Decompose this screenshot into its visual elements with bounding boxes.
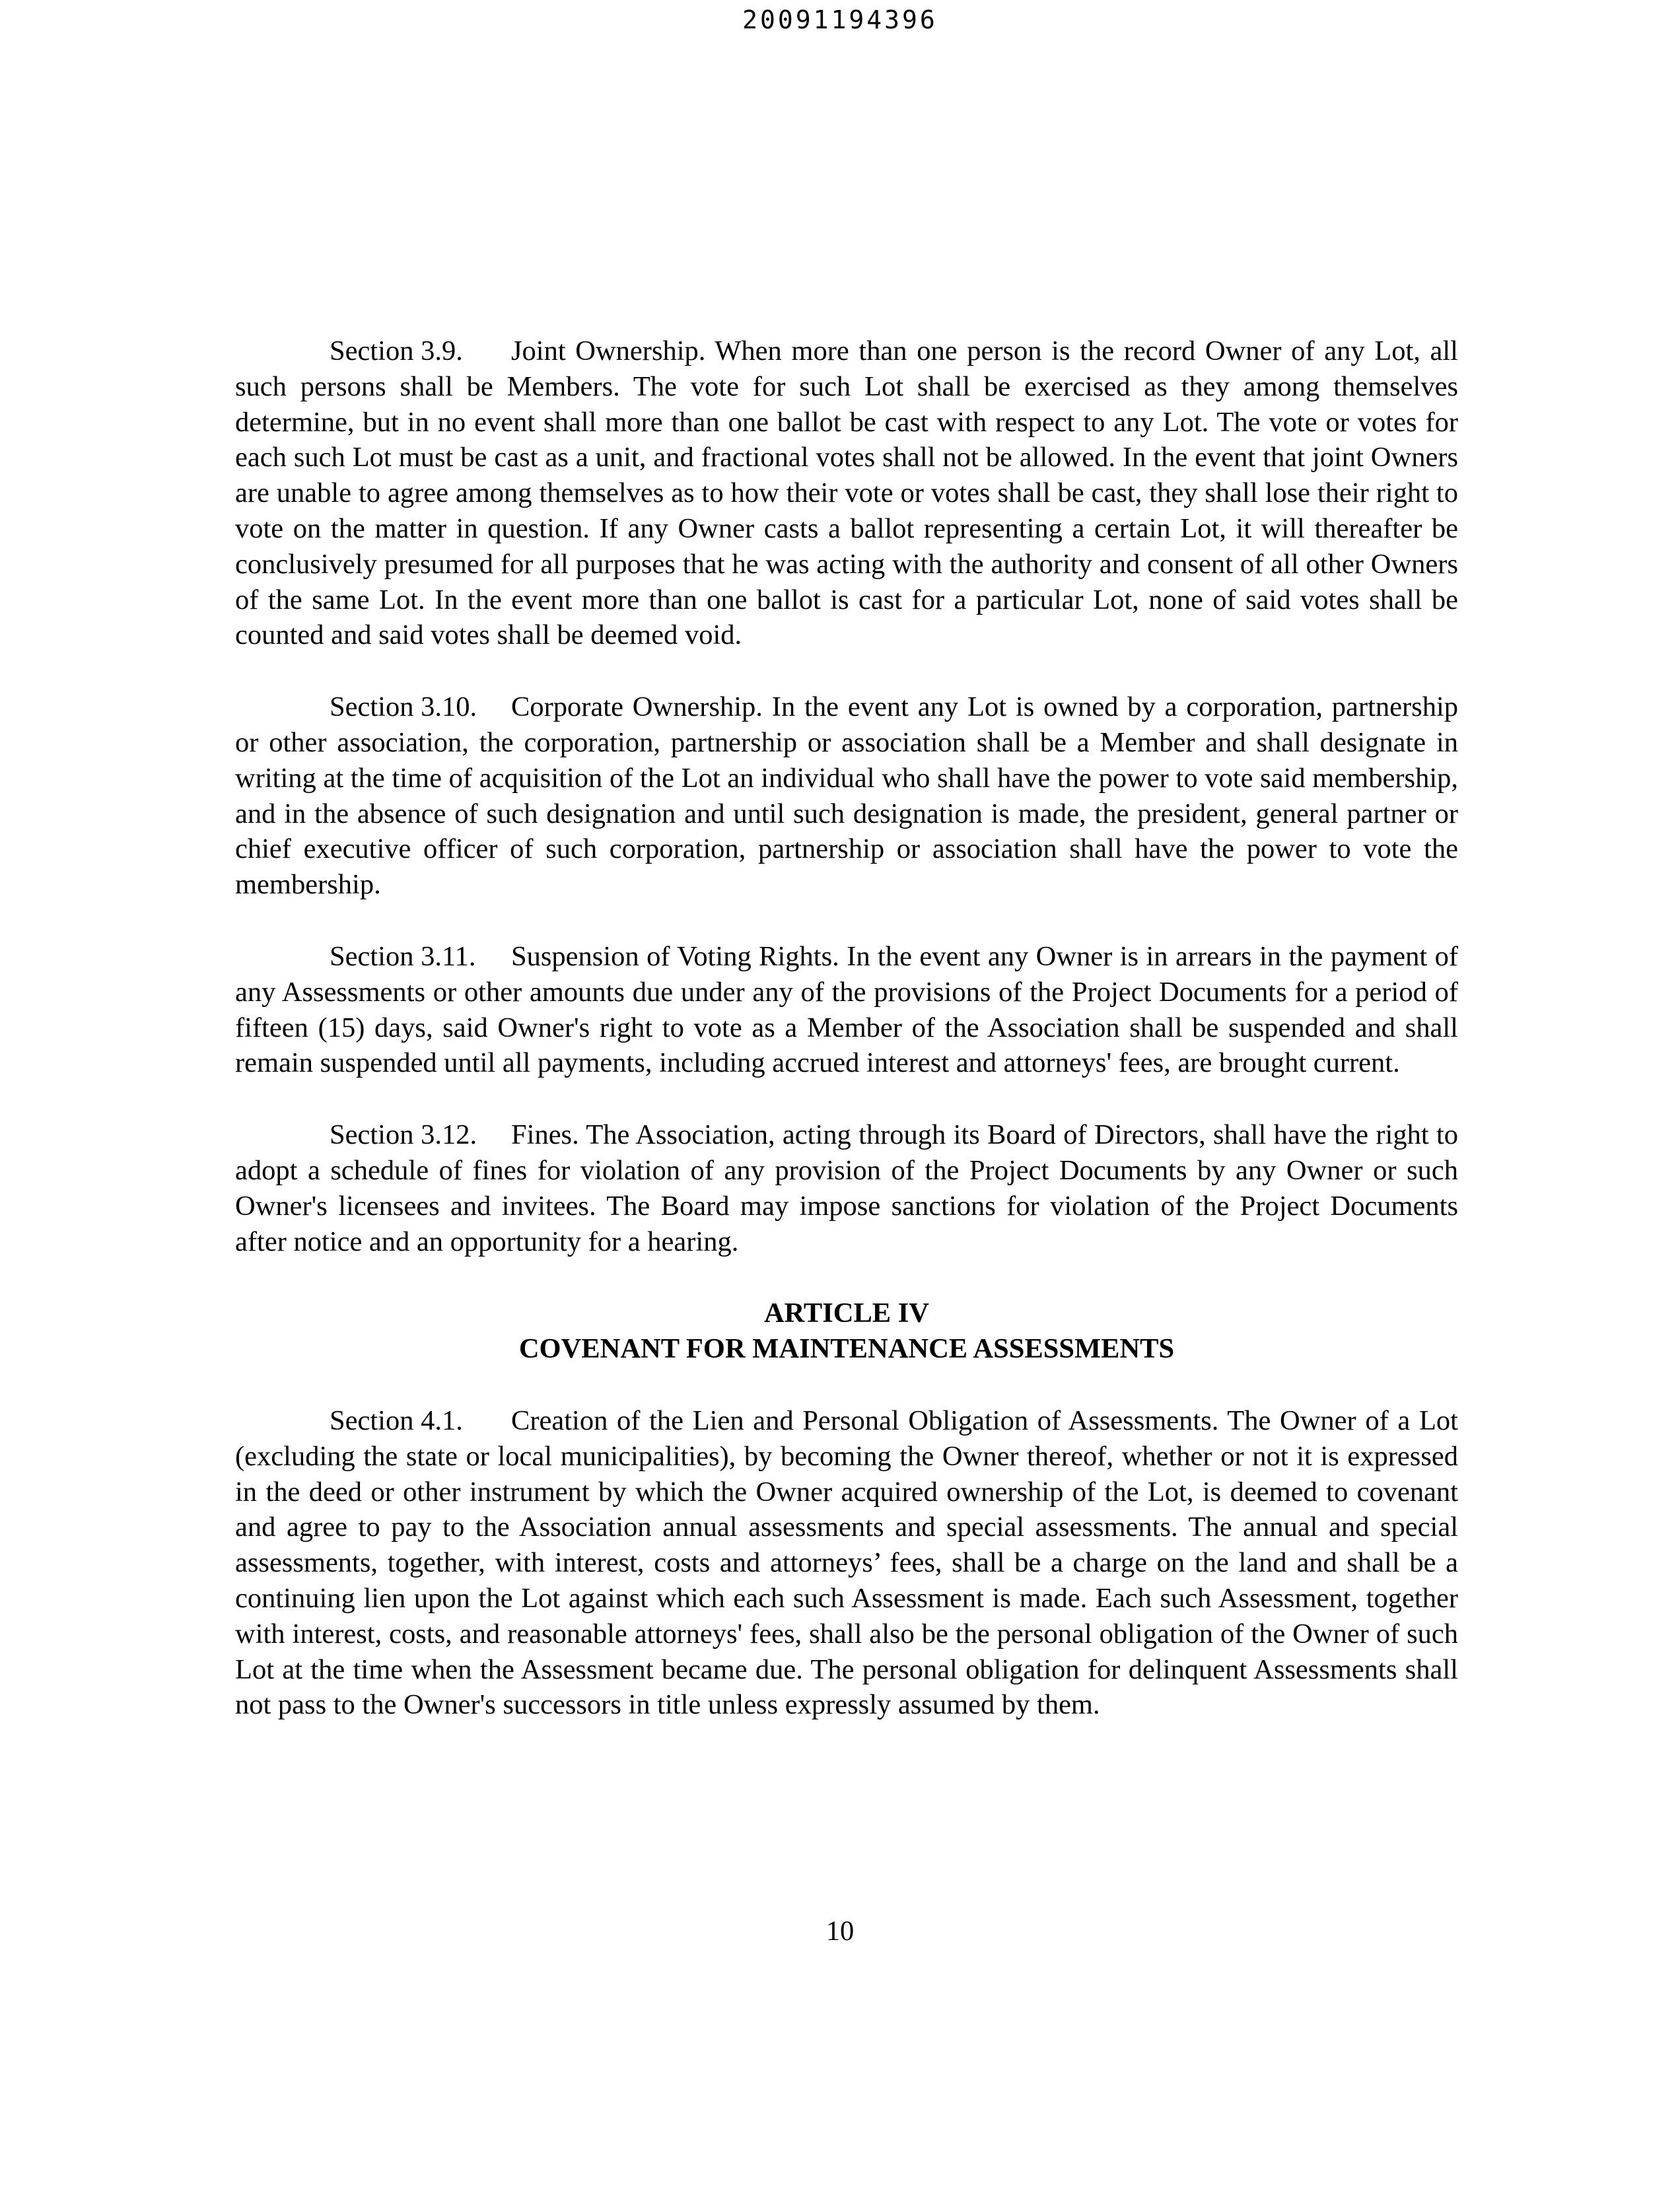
section-number: Section 3.11. bbox=[330, 940, 476, 972]
document-body bbox=[235, 333, 1458, 1759]
article-title: COVENANT FOR MAINTENANCE ASSESSMENTS bbox=[518, 1333, 1175, 1365]
section-number: Section 3.12. bbox=[330, 1119, 477, 1151]
section-number: Section 4.1. bbox=[330, 1405, 463, 1436]
section-3-9 bbox=[235, 333, 1458, 653]
section-number: Section 3.10. bbox=[330, 691, 477, 723]
section-text: Creation of the Lien and Personal Obligation of Assessments. The Owner of a Lot (excluding the state or local municipalities), by becoming the Owner thereof, whether or not it is expressed in the deed or other instrument by which the Owner acquired ownership of the Lot, is deemed to covenant and agree to pay to the Association annual assessments and special assessments. The annual and special assessments, together, with interest, costs and attorneys’ fees, shall be a charge on the land and shall be a continuing lien upon the Lot against which each such Assessment is made. Each such Assessment, together with interest, costs, and reasonable attorneys' fees, shall also be the personal obligation of the Owner of such Lot at the time when the Assessment became due. The personal obligation for delinquent Assessments shall not pass to the Owner's successors in title unless expressly assumed by them. bbox=[235, 1405, 1458, 1721]
section-text: Suspension of Voting Rights. In the event any Owner is in arrears in the payment of any Assessments or other amounts due under any of the provisions of the Project Documents for a period of fifteen (15) days, said Owner's right to vote as a Member of the Association shall be suspended and shall remain suspended until all payments, including accrued interest and attorneys' fees, are brought current. bbox=[235, 940, 1458, 1079]
page-number: 10 bbox=[825, 1916, 855, 1947]
section-3-10 bbox=[235, 689, 1458, 903]
document-id: 20091194396 bbox=[742, 5, 938, 34]
section-text: Corporate Ownership. In the event any Lot is owned by a corporation, partnership or other association, the corporation, partnership or association shall be a Member and shall designate in writing at the time of acquisition of the Lot an individual who shall have the power to vote said membership, and in the absence of such designation and until such designation is made, the president, general partner or chief executive officer of such corporation, partnership or association shall have the power to vote the membership. bbox=[235, 691, 1458, 901]
section-text: Joint Ownership. When more than one person is the record Owner of any Lot, all such persons shall be Members. The vote for such Lot shall be exercised as they among themselves determine, but in no event shall more than one ballot be cast with respect to any Lot. The vote or votes for each such Lot must be cast as a unit, and fractional votes shall not be allowed. In the event that joint Owners are unable to agree among themselves as to how their vote or votes shall be cast, they shall lose their right to vote on the matter in question. If any Owner casts a ballot representing a certain Lot, it will thereafter be conclusively presumed for all purposes that he was acting with the authority and consent of all other Owners of the same Lot. In the event more than one ballot is cast for a particular Lot, none of said votes shall be counted and said votes shall be deemed void. bbox=[235, 335, 1458, 651]
section-4-1 bbox=[235, 1403, 1458, 1723]
section-number: Section 3.9. bbox=[330, 335, 463, 366]
section-3-12 bbox=[235, 1117, 1458, 1259]
article-label: ARTICLE IV bbox=[763, 1298, 930, 1329]
section-3-11 bbox=[235, 939, 1458, 1081]
section-text: Fines. The Association, acting through its Board of Directors, shall have the right to adopt a schedule of fines for violation of any provision of the Project Documents by any Owner or such Owner's licensees and invitees. The Board may impose sanctions for violation of the Project Documents after notice and an opportunity for a hearing. bbox=[235, 1119, 1458, 1257]
article-heading bbox=[235, 1296, 1458, 1367]
